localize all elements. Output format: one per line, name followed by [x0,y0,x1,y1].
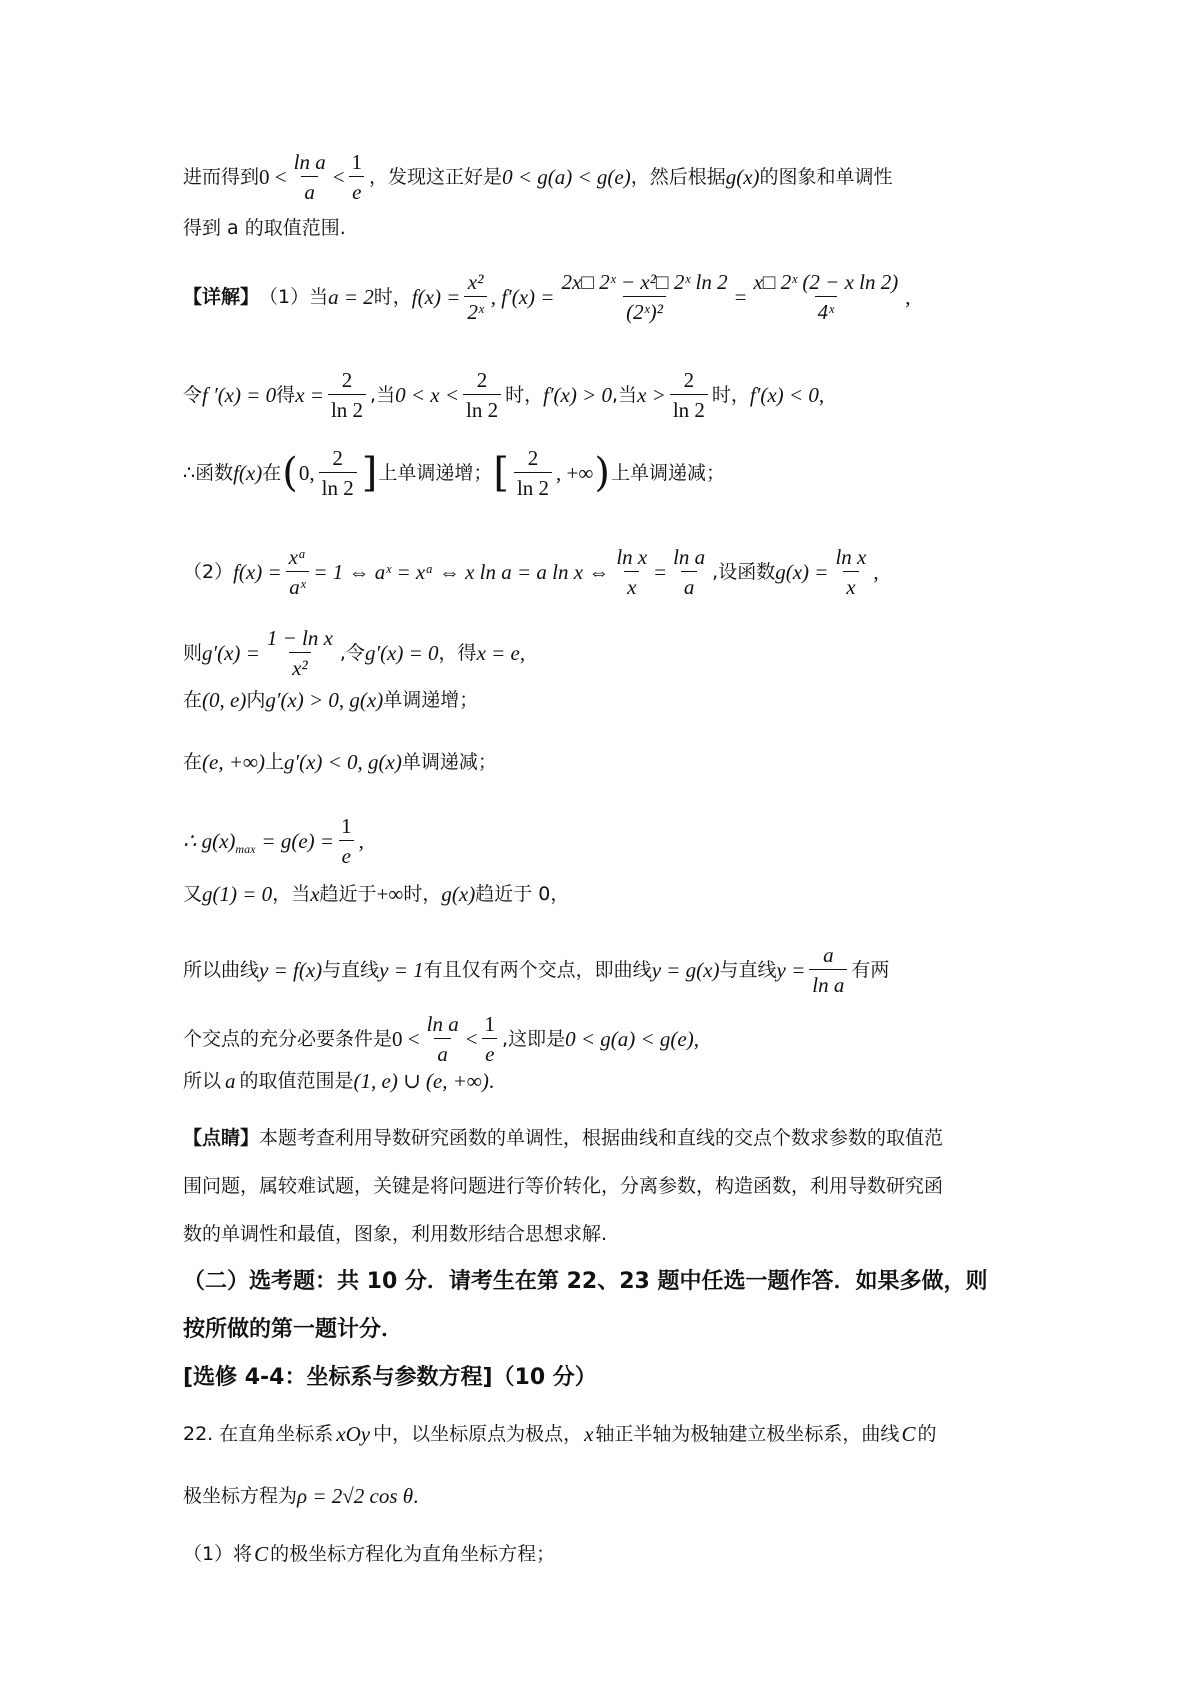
math: 0 < g(a) < g(e) [565,1027,694,1051]
line-23 [183,1540,555,1568]
line-21 [183,1420,936,1448]
fraction: $\frac{\text{ln a}}{a}$ [426,1012,459,1066]
text: （2） [183,561,234,583]
text: ,当 [370,384,396,406]
text: （1）当 [259,286,329,308]
line-15 [183,1124,943,1152]
fraction: $\frac{2}{\ln 2}$ [328,368,366,422]
math: g(x) [725,165,760,189]
fraction: $\frac{\text{ln x}}{x}$ [616,545,648,599]
line-22 [183,1482,418,1510]
text: ,令 [339,642,365,664]
text: 趋近于 [319,883,377,905]
text: 时， [373,286,412,308]
line-2 [183,214,346,242]
math: , f′(x) = [490,285,555,309]
fraction: $\frac{2}{\ln 2}$ [514,446,552,500]
text: ,这即是 [502,1028,566,1050]
bracket: ( [282,450,298,496]
line-7 [183,626,525,680]
math: f(x) [233,461,263,485]
bracket: [ [493,450,509,496]
math: 0 < x < [395,383,459,407]
line-18 [183,1268,988,1296]
section-label: 【详解】 [183,286,260,308]
math: x > [637,383,666,407]
fraction: $\frac{2}{\ln 2}$ [670,368,708,422]
text: 轴正半轴为极轴建立极坐标系，曲线 [595,1423,900,1445]
math: = [734,285,747,309]
text: 在 [262,462,282,484]
math: (0, e) [202,688,247,712]
line-10 [183,814,364,868]
line-1 [183,150,893,204]
math: g′(x) = [202,641,260,665]
fraction: $\frac{\text{ln a}}{a}$ [673,545,706,599]
text: （1）将 [183,1543,253,1565]
text: 本题考查利用导数研究函数的单调性，根据曲线和直线的交点个数求参数的取值范 [259,1127,944,1149]
fraction: $\frac{\text{1 − ln x}}{\text{x²}}$ [266,626,333,680]
math: y = f(x) [259,958,323,982]
math: x [310,882,320,906]
text: 22. 在直角坐标系 [183,1423,334,1445]
math: , [358,829,364,853]
math: g′(x) > 0, g(x) [265,688,384,712]
math: , [818,383,825,407]
text: 令 [183,384,203,406]
line-8 [183,686,478,714]
text: 得 [276,384,296,406]
math: y = [776,958,806,982]
text: ,设函数 [712,561,776,583]
text: 与直线 [322,959,380,981]
text: 单调递增； [383,689,479,711]
fraction: $\frac{1}{e}$ [482,1012,499,1066]
math: f′(x) < 0 [749,383,819,407]
text: ，然后根据 [630,166,726,188]
math: xOy [336,1422,371,1446]
text: 上单调递减； [610,462,725,484]
text: 单调递减； [401,751,497,773]
math: , +∞ [556,461,594,485]
line-9 [183,748,497,776]
fraction: $\frac{1}{e}$ [338,814,355,868]
math: x = [295,383,324,407]
bracket: ) [594,450,610,496]
line-3 [183,270,910,324]
text: 数的单调性和最值，图象，利用数形结合思想求解. [183,1223,608,1245]
math: (e, +∞) [202,750,265,774]
math: , [519,641,526,665]
text: 内 [246,689,266,711]
text: 在 [183,751,203,773]
text: ,当 [612,384,638,406]
math: , [905,285,911,309]
math: x = e [476,641,520,665]
text: 所以 [183,1070,222,1092]
line-13 [183,1012,699,1066]
math: < [332,165,345,189]
math: y = g(x) [651,958,720,982]
section-heading: 按所做的第一题计分． [183,1317,404,1342]
fraction: $\frac{\text{ln x}}{x}$ [835,545,867,599]
bracket: ] [361,450,378,496]
text: ，当 [272,883,311,905]
text: 有且仅有两个交点，即曲线 [423,959,652,981]
line-12 [183,943,889,997]
math: 0 < [392,1027,420,1051]
fraction: $\frac{2}{\ln 2}$ [463,368,501,422]
line-16 [183,1172,943,1200]
math: g(1) = 0 [202,882,273,906]
section-heading: （二）选考题：共 10 分．请考生在第 22、23 题中任选一题作答．如果多做，则 [183,1269,988,1294]
text: 极坐标方程为 [183,1485,298,1507]
text: 趋近于 0， [475,883,570,905]
fraction: $\frac{1}{e}$ [349,150,366,204]
text: 围问题，属较难试题，关键是将问题进行等价转化，分离参数，构造函数，利用导数研究函 [183,1175,944,1197]
text: 与直线 [719,959,777,981]
math: f′(x) > 0 [543,383,613,407]
text: 上单调递增； [378,462,493,484]
math: , [693,1027,699,1051]
math: g′(x) = 0 [364,641,439,665]
text: 时， [403,883,442,905]
math: . [413,1484,419,1508]
line-6 [183,545,879,599]
math: (1, e) ∪ (e, +∞) [353,1069,489,1093]
math: < [465,1027,478,1051]
text: 个交点的充分必要条件是 [183,1028,393,1050]
text: 有两 [851,959,890,981]
fraction: $\frac{\text{ln a}}{a}$ [293,150,326,204]
math: ∴ g(x) [183,829,236,853]
text: 上 [264,751,284,773]
math: f(x) = [233,560,282,584]
math: g(x) = [775,560,829,584]
text: 的 [917,1423,937,1445]
math: 0 < [259,165,287,189]
text: 时， [711,384,750,406]
math: g(x) [441,882,476,906]
fraction: $\frac{\text{x□ 2ˣ (2 − x ln 2)}}{\text{4ˣ}}$ [753,270,899,324]
subscript: max [235,842,256,856]
line-4 [183,368,824,422]
math: . [488,1069,495,1093]
math: f(x) = [411,285,461,309]
math: C [901,1422,916,1446]
text: 进而得到 [183,166,260,188]
text: ，发现这正好是 [369,166,503,188]
line-17 [183,1220,607,1248]
text: 中，以坐标原点为极点， [373,1423,583,1445]
text: 时， [505,384,544,406]
math: a = 2 [328,285,374,309]
math: 0, [298,461,315,485]
line-5 [183,446,725,500]
math: , [873,560,879,584]
section-heading: [选修 4-4：坐标系与参数方程]（10 分） [183,1365,597,1390]
fraction: $\frac{\text{x²}}{\text{2ˣ}}$ [464,270,486,324]
text: 得到 a 的取值范围. [183,217,346,239]
line-14 [183,1067,494,1095]
text: 所以曲线 [183,959,260,981]
math: +∞ [376,882,404,906]
fraction: $\frac{2}{\ln 2}$ [319,446,357,500]
math: a [225,1069,236,1093]
text: 又 [183,883,203,905]
line-11 [183,880,569,908]
math: C [254,1542,269,1566]
text: ∴函数 [183,462,234,484]
fraction: $\frac{\text{2x□ 2ˣ − x²□ 2ˣ ln 2}}{\text{(2ˣ)²}}$ [561,270,728,324]
math: x [584,1422,594,1446]
math: = g(e) = [261,829,335,853]
math: = [654,560,667,584]
text: ，得 [438,642,477,664]
math: = 1 ⇔ aˣ = xᵃ ⇔ x ln a = a ln x ⇔ [313,560,610,584]
fraction: $\frac{a}{\text{ln a}}$ [809,943,847,997]
line-20 [183,1364,597,1392]
math: 0 < g(a) < g(e) [502,165,631,189]
math: y = 1 [379,958,424,982]
text: 则 [183,642,203,664]
math: f ′(x) = 0 [202,383,277,407]
text: 在 [183,689,203,711]
section-label: 【点睛】 [183,1127,260,1149]
text: 的图象和单调性 [759,166,893,188]
text: 的取值范围是 [239,1070,354,1092]
math: g′(x) < 0, g(x) [283,750,402,774]
math: ρ = 2√2 cos θ [297,1484,414,1508]
fraction: $\frac{\text{xᵃ}}{\text{aˣ}}$ [286,545,310,599]
text: 的极坐标方程化为直角坐标方程； [270,1543,556,1565]
line-19 [183,1316,403,1344]
